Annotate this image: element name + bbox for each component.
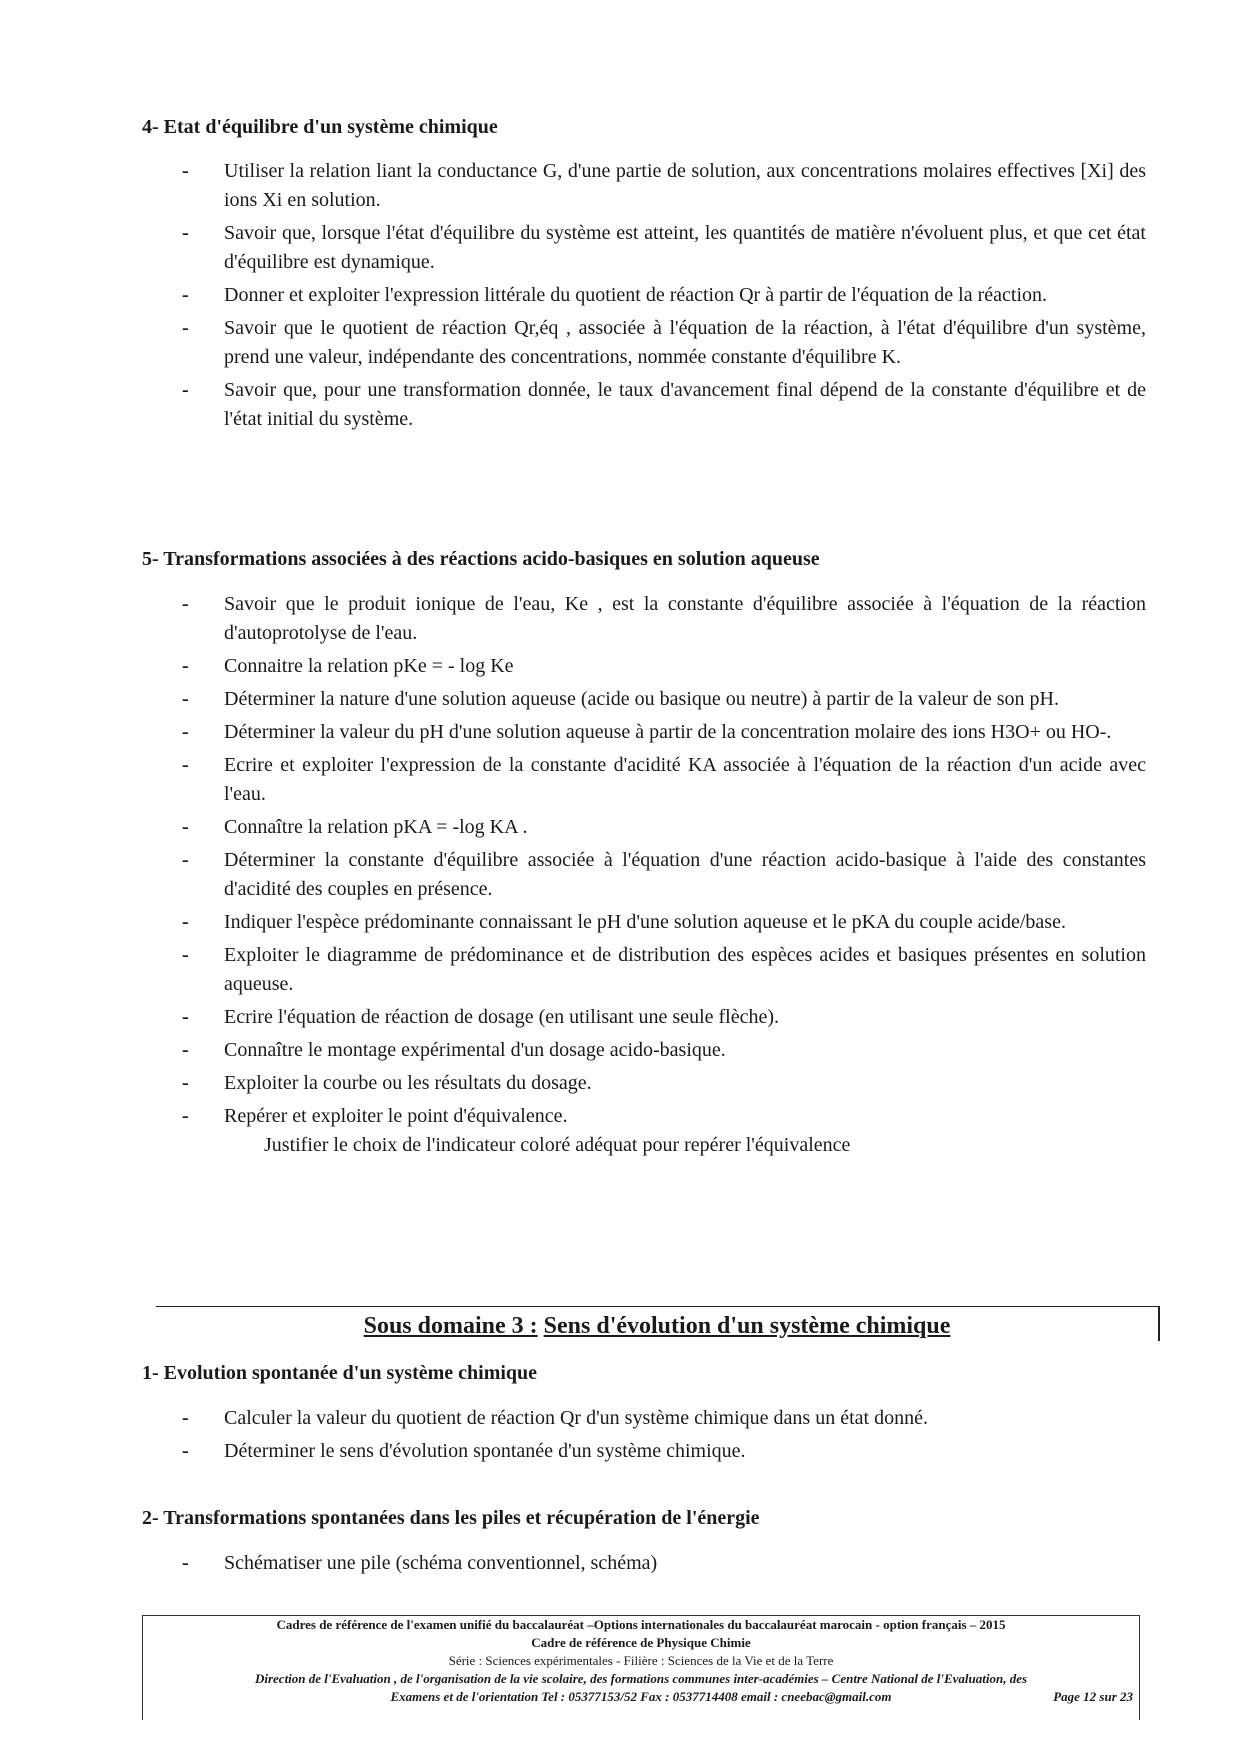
section-title-1: 1- Evolution spontanée d'un système chimique bbox=[142, 1362, 538, 1384]
list-item: - Calculer la valeur du quotient de réaction Qr d'un système chimique dans un état donné. bbox=[182, 1407, 928, 1429]
list-item: - Connaître la relation pKA = -log KA . bbox=[182, 816, 528, 838]
footer-line-5: Examens et de l'orientation Tel : 05377153/52 Fax : 0537714408 email : cneebac@gmail.com Page 12 sur 23 bbox=[390, 1689, 1133, 1704]
list-item-continuation: Justifier le choix de l'indicateur coloré adéquat pour repérer l'équivalence bbox=[264, 1134, 851, 1156]
section-4-list bbox=[182, 157, 1146, 438]
list-item: - Repérer et exploiter le point d'équivalence. bbox=[182, 1105, 568, 1127]
section-1-list bbox=[182, 1404, 1146, 1470]
list-item: - Savoir que le quotient de réaction Qr,éq , associée à l'équation de la réaction, à l'état d'équilibre d'un système, prend une valeur, indépendante des concentrations, nommée constante d'équilibre K. bbox=[182, 317, 1146, 368]
list-item: - Donner et exploiter l'expression littérale du quotient de réaction Qr à partir de l'équation de la réaction. bbox=[182, 284, 1048, 306]
list-item: - Utiliser la relation liant la conductance G, d'une partie de solution, aux concentrations molaires effectives [Xi] des ions Xi en solution. bbox=[182, 160, 1146, 211]
footer-line-2: Cadre de référence de Physique Chimie bbox=[531, 1635, 751, 1650]
section-title-2: 2- Transformations spontanées dans les piles et récupération de l'énergie bbox=[142, 1507, 760, 1529]
footer-line-4: Direction de l'Evaluation , de l'organisation de la vie scolaire, des formations communes inter-académies – Centre National de l'Evaluation, des bbox=[254, 1671, 1028, 1686]
list-item: - Savoir que le produit ionique de l'eau, Ke , est la constante d'équilibre associée à l'équation de la réaction d'autoprotolyse de l'eau. bbox=[182, 593, 1146, 644]
list-item: - Connaitre la relation pKe = - log Ke bbox=[182, 655, 514, 677]
list-item: - Savoir que, lorsque l'état d'équilibre du système est atteint, les quantités de matière n'évoluent plus, et que cet état d'équilibre est dynamique. bbox=[182, 222, 1146, 273]
list-item: - Schématiser une pile (schéma conventionnel, schéma) bbox=[182, 1552, 658, 1574]
list-item: - Déterminer la constante d'équilibre associée à l'équation d'une réaction acido-basique à l'aide des constantes d'acidité des couples en présence. bbox=[182, 849, 1146, 900]
footer-line-3: Série : Sciences expérimentales - Filière : Sciences de la Vie et de la Terre bbox=[448, 1653, 834, 1668]
section-title-4: 4- Etat d'équilibre d'un système chimique bbox=[142, 116, 498, 138]
section-2-list bbox=[182, 1549, 1146, 1582]
list-item: - Déterminer la valeur du pH d'une solution aqueuse à partir de la concentration molaire des ions H3O+ ou HO-. bbox=[182, 721, 1112, 743]
list-item: - Ecrire et exploiter l'expression de la constante d'acidité KA associée à l'équation de la réaction d'un acide avec l'eau. bbox=[182, 754, 1146, 805]
list-item: - Exploiter le diagramme de prédominance et de distribution des espèces acides et basiques présentes en solution aqueuse. bbox=[182, 944, 1146, 995]
subdomain-title: Sous domaine 3 : Sens d'évolution d'un système chimique bbox=[363, 1313, 951, 1339]
subdomain-header bbox=[156, 1306, 1160, 1341]
list-item: - Savoir que, pour une transformation donnée, le taux d'avancement final dépend de la constante d'équilibre et de l'état initial du système. bbox=[182, 379, 1146, 430]
list-item: - Déterminer la nature d'une solution aqueuse (acide ou basique ou neutre) à partir de la valeur de son pH. bbox=[182, 688, 1059, 710]
list-item: - Connaître le montage expérimental d'un dosage acido-basique. bbox=[182, 1039, 726, 1061]
list-item: - Déterminer le sens d'évolution spontanée d'un système chimique. bbox=[182, 1440, 746, 1462]
section-title-5: 5- Transformations associées à des réactions acido-basiques en solution aqueuse bbox=[142, 548, 820, 570]
page-footer bbox=[142, 1615, 1140, 1720]
list-item: - Indiquer l'espèce prédominante connaissant le pH d'une solution aqueuse et le pKA du couple acide/base. bbox=[182, 911, 1066, 933]
page-number: Page 12 sur 23 bbox=[1053, 1689, 1133, 1704]
section-5-list bbox=[182, 590, 1146, 1164]
footer-line-1: Cadres de référence de l'examen unifié du baccalauréat –Options internationales du baccalauréat marocain - option français – 2015 bbox=[276, 1617, 1006, 1632]
list-item: - Ecrire l'équation de réaction de dosage (en utilisant une seule flèche). bbox=[182, 1006, 780, 1028]
list-item: - Exploiter la courbe ou les résultats du dosage. bbox=[182, 1072, 592, 1094]
